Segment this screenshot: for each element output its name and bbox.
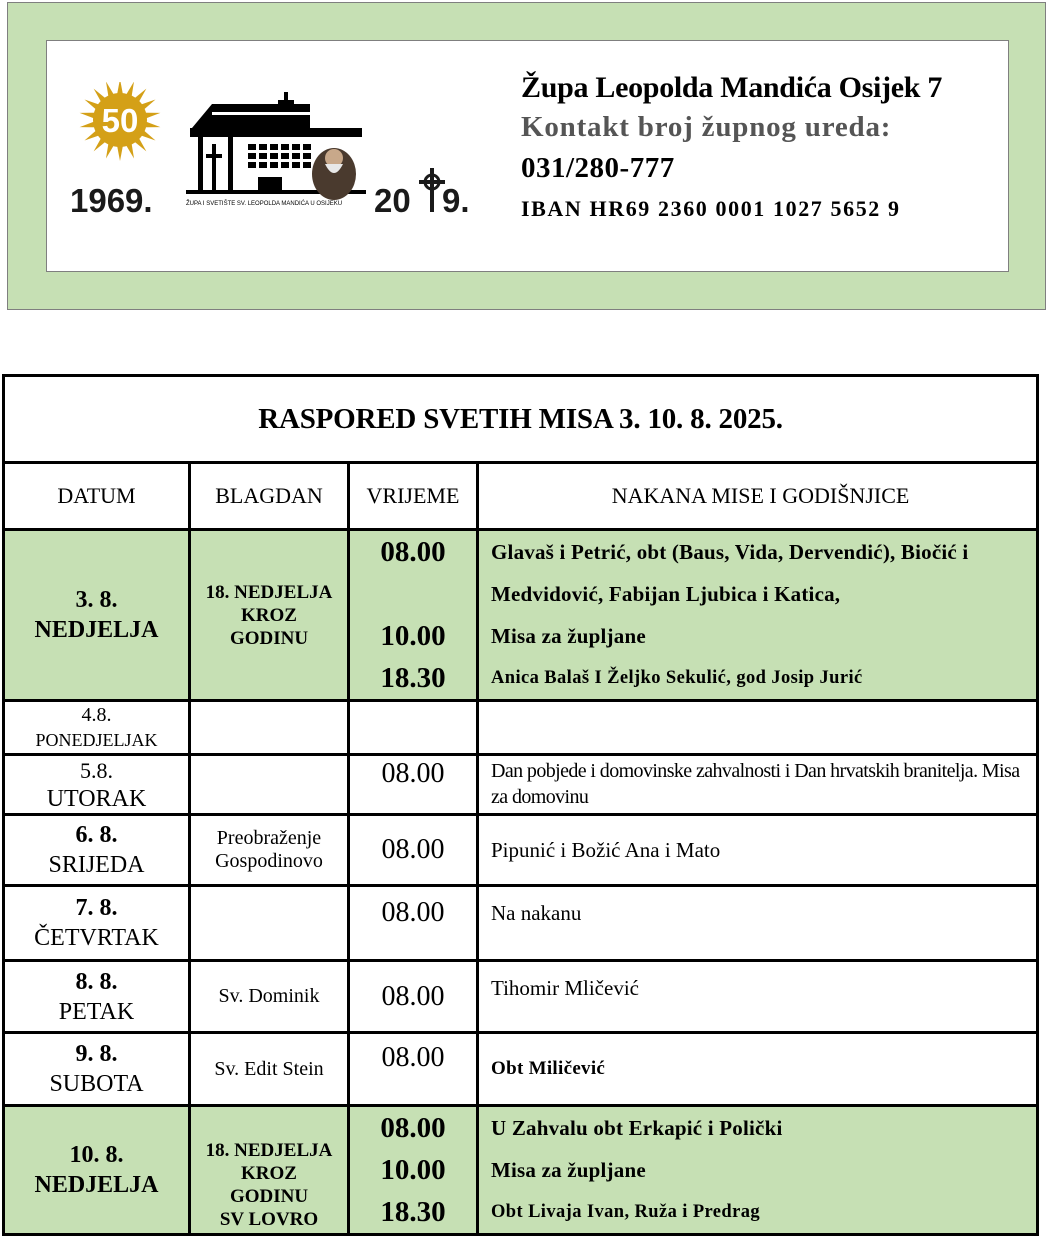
feast-cell (190, 1106, 349, 1235)
intention-cell: Dan pobjede i domovinske zahvalnosti i Dan hrvatskih branitelja. Misa za domovinu (478, 755, 1038, 815)
row-date: 10. 8. (69, 1142, 124, 1168)
mass-time: 18.30 (380, 662, 446, 694)
time-cell (349, 701, 478, 755)
mass-schedule-table (2, 374, 1039, 1236)
intention-line: Anica Balaš I Željko Sekulić, god Josip Jurić (491, 668, 863, 688)
table-row (4, 755, 1038, 815)
intention-cell (478, 530, 1038, 701)
logo-caption: ŽUPA I SVETIŠTE SV. LEOPOLDA MANDIĆA U OSIJEKU (186, 201, 343, 207)
time-cell: 08.00 (349, 886, 478, 961)
row-date: 4.8. (81, 703, 112, 726)
intention-line: Misa za župljane (491, 1158, 646, 1182)
logo-year-end-right: 9. (442, 182, 470, 219)
row-date: 8. 8. (75, 968, 118, 995)
feast-cell (190, 530, 349, 701)
row-date: 7. 8. (75, 895, 118, 921)
table-row (4, 886, 1038, 961)
date-cell (4, 701, 190, 755)
intention-cell (478, 1106, 1038, 1235)
parish-anniversary-logo (62, 82, 482, 227)
date-cell (4, 1106, 190, 1235)
feast-line: GODINU (229, 627, 309, 649)
row-date: 5.8. (80, 757, 113, 783)
intention-line: Misa za župljane (491, 624, 646, 648)
date-cell (4, 755, 190, 815)
mass-time: 10.00 (380, 620, 446, 652)
column-header-date: DATUM (4, 463, 190, 530)
feast-line: KROZ (241, 604, 297, 626)
date-cell (4, 530, 190, 701)
time-cell: 08.00 (349, 1033, 478, 1106)
column-header-intention: NAKANA MISE I GODIŠNJICE (478, 463, 1038, 530)
intention-line: Glavaš i Petrić, obt (Baus, Vida, Dervendić), Biočić i (491, 540, 969, 564)
date-cell (4, 961, 190, 1033)
table-row (4, 815, 1038, 886)
row-day: PETAK (58, 998, 135, 1025)
date-cell (4, 886, 190, 961)
intention-cell: Pipunić i Božić Ana i Mato (478, 815, 1038, 886)
column-header-time: VRIJEME (349, 463, 478, 530)
feast-line: GODINU (229, 1186, 309, 1207)
row-date: 9. 8. (75, 1041, 118, 1067)
feast-line: 18. NEDJELJA (205, 581, 333, 603)
date-cell (4, 815, 190, 886)
feast-cell (190, 815, 349, 886)
contact-block (521, 70, 1011, 230)
feast-cell (190, 701, 349, 755)
date-cell (4, 1033, 190, 1106)
row-day: ČETVRTAK (34, 925, 159, 951)
intention-cell: Na nakanu (478, 886, 1038, 961)
mass-time (350, 573, 476, 615)
logo-year-start: 1969. (70, 182, 153, 219)
row-day: SRIJEDA (48, 852, 145, 878)
mass-time: 10.00 (380, 1154, 446, 1186)
table-row (4, 1033, 1038, 1106)
intention-line: Medvidović, Fabijan Ljubica i Katica, (491, 582, 841, 606)
time-cell: 08.00 (349, 755, 478, 815)
feast-line: Preobraženje (216, 827, 322, 849)
row-day: NEDJELJA (34, 1172, 159, 1198)
saint-portrait-icon (312, 148, 356, 200)
feast-cell (190, 755, 349, 815)
time-cell (349, 1106, 478, 1235)
table-row (4, 961, 1038, 1033)
anniversary-number: 50 (101, 102, 139, 139)
iban: IBAN HR69 2360 0001 1027 5652 9 (521, 196, 901, 221)
intention-line: Obt Livaja Ivan, Ruža i Predrag (491, 1202, 761, 1222)
row-date: 3. 8. (75, 587, 118, 613)
column-header-row (4, 463, 1038, 530)
time-cell (349, 530, 478, 701)
row-day: PONEDJELJAK (35, 729, 158, 750)
feast-line: SV LOVRO (219, 1209, 319, 1230)
mass-time: 18.30 (380, 1196, 446, 1228)
schedule-title: RASPORED SVETIH MISA 3. 10. 8. 2025. (4, 376, 1038, 463)
parish-name: Župa Leopolda Mandića Osijek 7 (521, 71, 943, 104)
intention-cell: Obt Miličević (478, 1033, 1038, 1106)
feast-line: KROZ (241, 1163, 297, 1184)
logo-year-end-left: 20 (374, 182, 411, 219)
intention-line: U Zahvalu obt Erkapić i Polički (491, 1116, 783, 1140)
row-day: SUBOTA (49, 1071, 144, 1097)
table-row (4, 530, 1038, 701)
row-date: 6. 8. (75, 822, 118, 848)
sun-icon (79, 82, 161, 161)
row-day: NEDJELJA (34, 617, 159, 643)
table-row (4, 701, 1038, 755)
intention-cell: Tihomir Mličević (478, 961, 1038, 1033)
table-row (4, 1106, 1038, 1235)
column-header-feast: BLAGDAN (190, 463, 349, 530)
feast-line: 18. NEDJELJA (205, 1140, 333, 1161)
mass-time: 08.00 (380, 536, 446, 568)
feast-cell: Sv. Edit Stein (190, 1033, 349, 1106)
time-cell: 08.00 (349, 961, 478, 1033)
office-label: Kontakt broj župnog ureda: (521, 111, 892, 143)
phone-number: 031/280-777 (521, 152, 675, 184)
feast-cell (190, 886, 349, 961)
time-cell: 08.00 (349, 815, 478, 886)
mass-time: 08.00 (380, 1112, 446, 1144)
feast-line: Gospodinovo (215, 850, 323, 872)
row-day: UTORAK (46, 785, 147, 812)
feast-cell: Sv. Dominik (190, 961, 349, 1033)
intention-cell (478, 701, 1038, 755)
